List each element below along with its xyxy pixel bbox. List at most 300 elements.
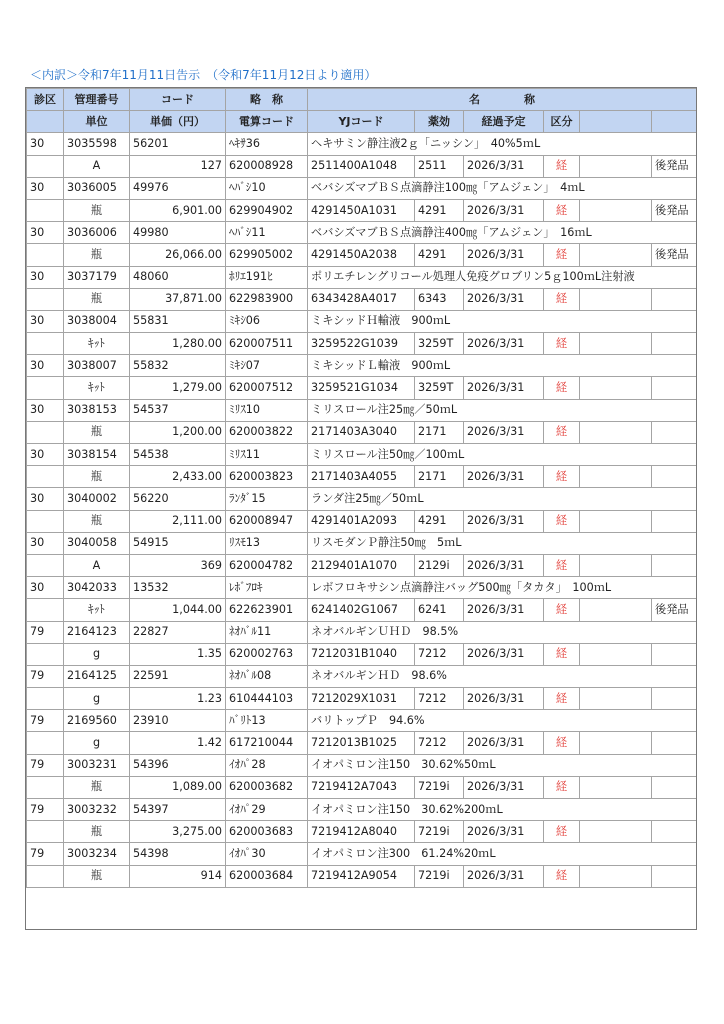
cell-ryaku: ﾍﾊﾞｼ10 bbox=[226, 177, 308, 199]
cell-keika: 2026/3/31 bbox=[464, 244, 544, 266]
cell-keika: 2026/3/31 bbox=[464, 643, 544, 665]
cell-kanri: 3042033 bbox=[64, 577, 130, 599]
record-main-row bbox=[27, 665, 697, 687]
cell-densan: 629904902 bbox=[226, 199, 308, 221]
cell-note bbox=[652, 333, 697, 355]
cell-kubun: 経 bbox=[544, 510, 580, 532]
cell-kubun: 経 bbox=[544, 643, 580, 665]
cell-unit: 瓶 bbox=[64, 510, 130, 532]
cell-code: 49980 bbox=[130, 222, 226, 244]
cell-yj: 6343428A4017 bbox=[308, 288, 415, 310]
cell-yakko: 3259T bbox=[415, 377, 464, 399]
cell-blank bbox=[580, 554, 652, 576]
cell-unit: 瓶 bbox=[64, 466, 130, 488]
cell-blank bbox=[580, 244, 652, 266]
cell-yj: 3259522G1039 bbox=[308, 333, 415, 355]
cell-yj: 7212031B1040 bbox=[308, 643, 415, 665]
cell-code: 22591 bbox=[130, 665, 226, 687]
cell-keika: 2026/3/31 bbox=[464, 421, 544, 443]
cell-ryaku: ﾐﾘｽ10 bbox=[226, 399, 308, 421]
cell-ryaku: ﾐﾘｽ11 bbox=[226, 444, 308, 466]
cell-unit: A bbox=[64, 155, 130, 177]
cell-yj: 7219412A9054 bbox=[308, 865, 415, 887]
cell-note bbox=[652, 421, 697, 443]
cell-blank bbox=[580, 421, 652, 443]
record-main-row bbox=[27, 621, 697, 643]
cell-shinku: 79 bbox=[27, 665, 64, 687]
cell-ryaku: ﾐｷｼ06 bbox=[226, 310, 308, 332]
cell-yakko: 7212 bbox=[415, 643, 464, 665]
cell-price: 26,066.00 bbox=[130, 244, 226, 266]
cell-note bbox=[652, 510, 697, 532]
cell-densan: 620004782 bbox=[226, 554, 308, 576]
cell-price: 3,275.00 bbox=[130, 821, 226, 843]
header-price: 単価（円） bbox=[130, 111, 226, 133]
cell-name: ポリエチレングリコール処理人免疫グロブリン5ｇ100ｍL注射液 bbox=[308, 266, 697, 288]
cell-shinku: 30 bbox=[27, 577, 64, 599]
cell-densan: 620008928 bbox=[226, 155, 308, 177]
cell-unit: 瓶 bbox=[64, 865, 130, 887]
cell-kubun: 経 bbox=[544, 333, 580, 355]
cell-ryaku: ｲｵﾊﾟ28 bbox=[226, 754, 308, 776]
cell-code: 54398 bbox=[130, 843, 226, 865]
cell-note bbox=[652, 865, 697, 887]
cell-kubun: 経 bbox=[544, 554, 580, 576]
cell-densan: 617210044 bbox=[226, 732, 308, 754]
cell-yj: 7219412A8040 bbox=[308, 821, 415, 843]
page-caption: ＜内訳＞令和7年11月11日告示 （令和7年11月12日より適用） bbox=[30, 68, 377, 82]
cell-unit: 瓶 bbox=[64, 199, 130, 221]
table-body bbox=[27, 133, 697, 887]
cell-blank bbox=[580, 155, 652, 177]
cell-empty bbox=[27, 732, 64, 754]
cell-empty bbox=[27, 776, 64, 798]
cell-blank bbox=[580, 288, 652, 310]
cell-note: 後発品 bbox=[652, 599, 697, 621]
header-name: 名 称 bbox=[308, 89, 697, 111]
cell-code: 23910 bbox=[130, 710, 226, 732]
cell-unit: 瓶 bbox=[64, 776, 130, 798]
cell-note bbox=[652, 732, 697, 754]
cell-densan: 620003823 bbox=[226, 466, 308, 488]
cell-unit: ｷｯﾄ bbox=[64, 377, 130, 399]
record-main-row bbox=[27, 488, 697, 510]
table-header bbox=[27, 89, 697, 133]
cell-shinku: 30 bbox=[27, 133, 64, 155]
cell-keika: 2026/3/31 bbox=[464, 599, 544, 621]
record-detail-row bbox=[27, 288, 697, 310]
cell-unit: g bbox=[64, 732, 130, 754]
cell-kanri: 3040002 bbox=[64, 488, 130, 510]
cell-yj: 7212013B1025 bbox=[308, 732, 415, 754]
cell-shinku: 30 bbox=[27, 399, 64, 421]
cell-yj: 2171403A3040 bbox=[308, 421, 415, 443]
cell-note bbox=[652, 688, 697, 710]
cell-unit: 瓶 bbox=[64, 821, 130, 843]
cell-kanri: 3003231 bbox=[64, 754, 130, 776]
cell-densan: 620003683 bbox=[226, 821, 308, 843]
cell-kubun: 経 bbox=[544, 466, 580, 488]
cell-kubun: 経 bbox=[544, 688, 580, 710]
cell-shinku: 30 bbox=[27, 222, 64, 244]
cell-code: 55832 bbox=[130, 355, 226, 377]
cell-yakko: 7212 bbox=[415, 688, 464, 710]
cell-yakko: 2171 bbox=[415, 466, 464, 488]
record-detail-row bbox=[27, 821, 697, 843]
cell-shinku: 79 bbox=[27, 799, 64, 821]
cell-yakko: 6241 bbox=[415, 599, 464, 621]
header-unit: 単位 bbox=[64, 111, 130, 133]
cell-densan: 622983900 bbox=[226, 288, 308, 310]
cell-densan: 620007511 bbox=[226, 333, 308, 355]
cell-yj: 4291450A2038 bbox=[308, 244, 415, 266]
cell-kanri: 2164125 bbox=[64, 665, 130, 687]
record-main-row bbox=[27, 133, 697, 155]
cell-blank bbox=[580, 466, 652, 488]
cell-densan: 620003684 bbox=[226, 865, 308, 887]
cell-note bbox=[652, 288, 697, 310]
cell-name: バリトップＰ 94.6% bbox=[308, 710, 697, 732]
cell-price: 2,433.00 bbox=[130, 466, 226, 488]
cell-yj: 3259521G1034 bbox=[308, 377, 415, 399]
header-kubun: 区分 bbox=[544, 111, 580, 133]
record-main-row bbox=[27, 222, 697, 244]
record-main-row bbox=[27, 444, 697, 466]
cell-kubun: 経 bbox=[544, 155, 580, 177]
cell-price: 1,280.00 bbox=[130, 333, 226, 355]
cell-code: 54537 bbox=[130, 399, 226, 421]
cell-yj: 4291450A1031 bbox=[308, 199, 415, 221]
cell-note: 後発品 bbox=[652, 199, 697, 221]
cell-name: ミリスロール注50㎎／100ｍL bbox=[308, 444, 697, 466]
cell-yakko: 6343 bbox=[415, 288, 464, 310]
cell-kubun: 経 bbox=[544, 865, 580, 887]
record-main-row bbox=[27, 799, 697, 821]
cell-ryaku: ﾍｷｻ36 bbox=[226, 133, 308, 155]
cell-code: 49976 bbox=[130, 177, 226, 199]
cell-yakko: 2129i bbox=[415, 554, 464, 576]
record-detail-row bbox=[27, 599, 697, 621]
cell-yj: 7212029X1031 bbox=[308, 688, 415, 710]
cell-name: ミキシッドＨ輸液 900ｍL bbox=[308, 310, 697, 332]
cell-kanri: 3040058 bbox=[64, 532, 130, 554]
cell-yakko: 2511 bbox=[415, 155, 464, 177]
cell-kubun: 経 bbox=[544, 244, 580, 266]
cell-kanri: 3036005 bbox=[64, 177, 130, 199]
cell-keika: 2026/3/31 bbox=[464, 199, 544, 221]
record-main-row bbox=[27, 754, 697, 776]
cell-empty bbox=[27, 288, 64, 310]
cell-densan: 629905002 bbox=[226, 244, 308, 266]
cell-shinku: 30 bbox=[27, 355, 64, 377]
cell-empty bbox=[27, 155, 64, 177]
header-densan: 電算コード bbox=[226, 111, 308, 133]
cell-unit: 瓶 bbox=[64, 421, 130, 443]
cell-keika: 2026/3/31 bbox=[464, 732, 544, 754]
cell-price: 1,089.00 bbox=[130, 776, 226, 798]
cell-ryaku: ﾍﾊﾞｼ11 bbox=[226, 222, 308, 244]
cell-price: 1.42 bbox=[130, 732, 226, 754]
cell-keika: 2026/3/31 bbox=[464, 155, 544, 177]
cell-kanri: 2164123 bbox=[64, 621, 130, 643]
cell-shinku: 79 bbox=[27, 710, 64, 732]
header-yakko: 薬効 bbox=[415, 111, 464, 133]
cell-price: 1.23 bbox=[130, 688, 226, 710]
cell-keika: 2026/3/31 bbox=[464, 865, 544, 887]
cell-name: ネオバルギンＨＤ 98.6% bbox=[308, 665, 697, 687]
cell-blank bbox=[580, 865, 652, 887]
cell-empty bbox=[27, 333, 64, 355]
cell-blank bbox=[580, 333, 652, 355]
cell-keika: 2026/3/31 bbox=[464, 554, 544, 576]
cell-name: ベバシズマブＢＳ点滴静注400㎎「アムジェン」 16ｍL bbox=[308, 222, 697, 244]
cell-ryaku: ﾎﾘｴ191ﾋ bbox=[226, 266, 308, 288]
cell-name: イオパミロン注150 30.62%200ｍL bbox=[308, 799, 697, 821]
cell-yakko: 2171 bbox=[415, 421, 464, 443]
cell-ryaku: ﾘｽﾓ13 bbox=[226, 532, 308, 554]
cell-unit: g bbox=[64, 643, 130, 665]
cell-shinku: 30 bbox=[27, 177, 64, 199]
cell-kanri: 3037179 bbox=[64, 266, 130, 288]
cell-ryaku: ﾈｵﾊﾞﾙ11 bbox=[226, 621, 308, 643]
cell-empty bbox=[27, 510, 64, 532]
cell-keika: 2026/3/31 bbox=[464, 776, 544, 798]
cell-densan: 620008947 bbox=[226, 510, 308, 532]
cell-empty bbox=[27, 865, 64, 887]
cell-empty bbox=[27, 599, 64, 621]
cell-yj: 7219412A7043 bbox=[308, 776, 415, 798]
record-main-row bbox=[27, 266, 697, 288]
cell-shinku: 79 bbox=[27, 843, 64, 865]
header-blank-2 bbox=[652, 111, 697, 133]
cell-shinku: 30 bbox=[27, 532, 64, 554]
cell-unit: 瓶 bbox=[64, 288, 130, 310]
cell-note bbox=[652, 776, 697, 798]
header-ryaku: 略 称 bbox=[226, 89, 308, 111]
header-code: コード bbox=[130, 89, 226, 111]
cell-empty bbox=[27, 421, 64, 443]
cell-yakko: 4291 bbox=[415, 199, 464, 221]
cell-ryaku: ﾐｷｼ07 bbox=[226, 355, 308, 377]
cell-yj: 2129401A1070 bbox=[308, 554, 415, 576]
cell-yakko: 4291 bbox=[415, 244, 464, 266]
cell-empty bbox=[27, 244, 64, 266]
cell-kanri: 3038004 bbox=[64, 310, 130, 332]
cell-kanri: 3003232 bbox=[64, 799, 130, 821]
cell-kubun: 経 bbox=[544, 599, 580, 621]
cell-blank bbox=[580, 510, 652, 532]
cell-kubun: 経 bbox=[544, 821, 580, 843]
cell-kanri: 3038154 bbox=[64, 444, 130, 466]
cell-yakko: 7219i bbox=[415, 865, 464, 887]
cell-empty bbox=[27, 821, 64, 843]
cell-kanri: 3036006 bbox=[64, 222, 130, 244]
cell-kubun: 経 bbox=[544, 732, 580, 754]
cell-kanri: 3038007 bbox=[64, 355, 130, 377]
cell-unit: A bbox=[64, 554, 130, 576]
header-row-1 bbox=[27, 89, 697, 111]
cell-price: 2,111.00 bbox=[130, 510, 226, 532]
cell-keika: 2026/3/31 bbox=[464, 288, 544, 310]
cell-yakko: 4291 bbox=[415, 510, 464, 532]
cell-code: 54396 bbox=[130, 754, 226, 776]
header-empty bbox=[27, 111, 64, 133]
cell-name: イオパミロン注300 61.24%20ｍL bbox=[308, 843, 697, 865]
cell-kubun: 経 bbox=[544, 199, 580, 221]
cell-price: 6,901.00 bbox=[130, 199, 226, 221]
cell-densan: 620003822 bbox=[226, 421, 308, 443]
cell-yakko: 7219i bbox=[415, 776, 464, 798]
cell-code: 55831 bbox=[130, 310, 226, 332]
cell-price: 127 bbox=[130, 155, 226, 177]
drug-price-table bbox=[26, 88, 697, 888]
cell-blank bbox=[580, 732, 652, 754]
cell-ryaku: ｲｵﾊﾟ30 bbox=[226, 843, 308, 865]
cell-note bbox=[652, 377, 697, 399]
cell-kubun: 経 bbox=[544, 377, 580, 399]
cell-code: 56201 bbox=[130, 133, 226, 155]
cell-keika: 2026/3/31 bbox=[464, 688, 544, 710]
cell-densan: 622623901 bbox=[226, 599, 308, 621]
record-main-row bbox=[27, 310, 697, 332]
cell-note bbox=[652, 821, 697, 843]
cell-code: 13532 bbox=[130, 577, 226, 599]
cell-name: ミリスロール注25㎎／50ｍL bbox=[308, 399, 697, 421]
record-main-row bbox=[27, 532, 697, 554]
cell-kubun: 経 bbox=[544, 288, 580, 310]
record-detail-row bbox=[27, 776, 697, 798]
cell-shinku: 30 bbox=[27, 310, 64, 332]
cell-keika: 2026/3/31 bbox=[464, 821, 544, 843]
cell-blank bbox=[580, 199, 652, 221]
cell-keika: 2026/3/31 bbox=[464, 377, 544, 399]
cell-blank bbox=[580, 377, 652, 399]
record-detail-row bbox=[27, 554, 697, 576]
record-main-row bbox=[27, 577, 697, 599]
cell-ryaku: ﾈｵﾊﾞﾙ08 bbox=[226, 665, 308, 687]
cell-price: 1,279.00 bbox=[130, 377, 226, 399]
cell-densan: 620007512 bbox=[226, 377, 308, 399]
cell-yj: 4291401A2093 bbox=[308, 510, 415, 532]
cell-ryaku: ｲｵﾊﾟ29 bbox=[226, 799, 308, 821]
cell-yj: 2511400A1048 bbox=[308, 155, 415, 177]
cell-blank bbox=[580, 643, 652, 665]
record-detail-row bbox=[27, 199, 697, 221]
cell-name: ランダ注25㎎／50ｍL bbox=[308, 488, 697, 510]
cell-blank bbox=[580, 599, 652, 621]
cell-ryaku: ﾗﾝﾀﾞ15 bbox=[226, 488, 308, 510]
cell-empty bbox=[27, 199, 64, 221]
cell-price: 1,044.00 bbox=[130, 599, 226, 621]
record-detail-row bbox=[27, 643, 697, 665]
cell-empty bbox=[27, 466, 64, 488]
header-kanri: 管理番号 bbox=[64, 89, 130, 111]
cell-note bbox=[652, 554, 697, 576]
cell-unit: 瓶 bbox=[64, 244, 130, 266]
header-keika: 経過予定 bbox=[464, 111, 544, 133]
cell-shinku: 30 bbox=[27, 266, 64, 288]
cell-densan: 620003682 bbox=[226, 776, 308, 798]
cell-unit: ｷｯﾄ bbox=[64, 599, 130, 621]
cell-keika: 2026/3/31 bbox=[464, 333, 544, 355]
cell-name: ベバシズマブＢＳ点滴静注100㎎「アムジェン」 4ｍL bbox=[308, 177, 697, 199]
cell-unit: g bbox=[64, 688, 130, 710]
record-main-row bbox=[27, 399, 697, 421]
cell-code: 54397 bbox=[130, 799, 226, 821]
cell-shinku: 79 bbox=[27, 621, 64, 643]
cell-name: ミキシッドＬ輸液 900ｍL bbox=[308, 355, 697, 377]
cell-yakko: 7219i bbox=[415, 821, 464, 843]
cell-blank bbox=[580, 688, 652, 710]
cell-kubun: 経 bbox=[544, 776, 580, 798]
record-main-row bbox=[27, 843, 697, 865]
record-main-row bbox=[27, 710, 697, 732]
cell-empty bbox=[27, 377, 64, 399]
cell-code: 54915 bbox=[130, 532, 226, 554]
cell-name: イオパミロン注150 30.62%50ｍL bbox=[308, 754, 697, 776]
cell-shinku: 30 bbox=[27, 488, 64, 510]
record-detail-row bbox=[27, 333, 697, 355]
cell-code: 22827 bbox=[130, 621, 226, 643]
header-blank-1 bbox=[580, 111, 652, 133]
cell-name: ネオバルギンＵＨＤ 98.5% bbox=[308, 621, 697, 643]
cell-kubun: 経 bbox=[544, 421, 580, 443]
cell-name: ヘキサミン静注液2ｇ「ニッシン」 40%5ｍL bbox=[308, 133, 697, 155]
cell-price: 369 bbox=[130, 554, 226, 576]
cell-price: 914 bbox=[130, 865, 226, 887]
cell-price: 1,200.00 bbox=[130, 421, 226, 443]
record-detail-row bbox=[27, 732, 697, 754]
cell-code: 56220 bbox=[130, 488, 226, 510]
header-yj: YJコード bbox=[308, 111, 415, 133]
cell-empty bbox=[27, 643, 64, 665]
cell-unit: ｷｯﾄ bbox=[64, 333, 130, 355]
cell-code: 54538 bbox=[130, 444, 226, 466]
cell-name: レボフロキサシン点滴静注バッグ500㎎「タカタ」 100ｍL bbox=[308, 577, 697, 599]
cell-yakko: 7212 bbox=[415, 732, 464, 754]
cell-shinku: 79 bbox=[27, 754, 64, 776]
cell-keika: 2026/3/31 bbox=[464, 510, 544, 532]
header-shinku: 診区 bbox=[27, 89, 64, 111]
cell-yj: 6241402G1067 bbox=[308, 599, 415, 621]
header-row-2 bbox=[27, 111, 697, 133]
cell-note bbox=[652, 643, 697, 665]
record-detail-row bbox=[27, 466, 697, 488]
cell-kanri: 3038153 bbox=[64, 399, 130, 421]
cell-blank bbox=[580, 821, 652, 843]
cell-note: 後発品 bbox=[652, 244, 697, 266]
record-main-row bbox=[27, 177, 697, 199]
record-main-row bbox=[27, 355, 697, 377]
record-detail-row bbox=[27, 244, 697, 266]
cell-kanri: 3003234 bbox=[64, 843, 130, 865]
cell-kanri: 2169560 bbox=[64, 710, 130, 732]
cell-ryaku: ﾊﾞﾘﾄ13 bbox=[226, 710, 308, 732]
cell-note bbox=[652, 466, 697, 488]
cell-yj: 2171403A4055 bbox=[308, 466, 415, 488]
cell-price: 1.35 bbox=[130, 643, 226, 665]
cell-empty bbox=[27, 554, 64, 576]
cell-note: 後発品 bbox=[652, 155, 697, 177]
record-detail-row bbox=[27, 155, 697, 177]
record-detail-row bbox=[27, 421, 697, 443]
record-detail-row bbox=[27, 510, 697, 532]
record-detail-row bbox=[27, 377, 697, 399]
cell-shinku: 30 bbox=[27, 444, 64, 466]
cell-code: 48060 bbox=[130, 266, 226, 288]
cell-densan: 620002763 bbox=[226, 643, 308, 665]
cell-yakko: 3259T bbox=[415, 333, 464, 355]
